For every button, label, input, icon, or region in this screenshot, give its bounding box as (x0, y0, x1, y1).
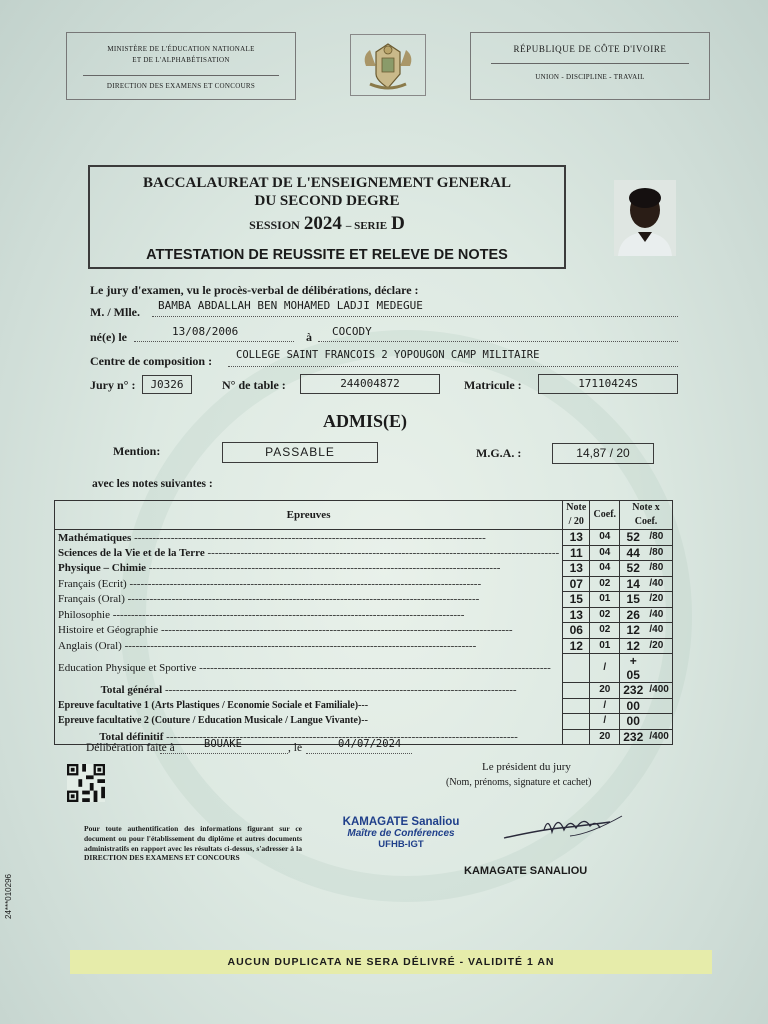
ministry-box (66, 32, 296, 100)
ministry-line-2: ET DE L'ALPHABÉTISATION (132, 56, 230, 64)
coef-cell: / (590, 698, 620, 714)
president-name: KAMAGATE SANALIOU (464, 865, 588, 877)
coef-cell: 04 (590, 530, 620, 546)
birth-date: 13/08/2006 (172, 325, 239, 338)
note-cell (563, 698, 590, 714)
note-cell: 07 (563, 576, 590, 592)
centre-line (228, 366, 678, 367)
max-cell (646, 698, 672, 714)
max-cell: /400 (646, 683, 672, 699)
note-coef-cell: 232 (620, 683, 647, 699)
footer-band (70, 950, 712, 974)
grade-row (55, 561, 673, 577)
note-coef-cell: 52 (620, 561, 647, 577)
qr-code-icon[interactable] (66, 764, 106, 802)
subject-cell (55, 607, 563, 623)
max-cell (646, 654, 672, 683)
deliberation-date-label: , le (288, 742, 303, 754)
coef-cell: 04 (590, 545, 620, 561)
subject-cell (55, 576, 563, 592)
subject-name: Mathématiques ----- (58, 532, 486, 544)
note-coef-cell: 14 (620, 576, 647, 592)
note-cell: 11 (563, 545, 590, 561)
title-box (88, 165, 566, 269)
jury-intro: Le jury d'examen, vu le procès-verbal de délibérations, déclare : (90, 283, 419, 297)
note-coef-cell: + 05 (620, 654, 647, 683)
coef-cell: / (590, 654, 620, 683)
note-cell: 13 (563, 607, 590, 623)
header-note-coef: Note x Coef. (620, 501, 673, 530)
coef-cell: 02 (590, 607, 620, 623)
stamp-line-1: KAMAGATE Sanaliou (342, 816, 460, 828)
note-cell (563, 714, 590, 730)
ministry-line-3: DIRECTION DES EXAMENS ET CONCOURS (106, 82, 256, 90)
grade-row (55, 592, 673, 608)
note-cell: 13 (563, 530, 590, 546)
photo-avatar (614, 180, 676, 256)
subject-cell (55, 530, 563, 546)
session-label: SESSION (249, 218, 300, 232)
total-general-label-cell (55, 683, 563, 699)
birthdate-line (134, 341, 294, 342)
max-cell: /20 (646, 592, 672, 608)
session-year: 2024 (303, 213, 342, 234)
ministry-divider (83, 75, 279, 76)
president-subtitle: (Nom, prénoms, signature et cachet) (446, 777, 592, 788)
note-coef-cell: 12 (620, 623, 647, 639)
max-cell: /80 (646, 545, 672, 561)
coat-of-arms-icon (352, 36, 424, 94)
table-label: N° de table : (222, 378, 286, 392)
subject-name: Anglais (Oral) ----- (58, 640, 476, 652)
grades-header-row (55, 501, 673, 530)
note-coef-cell: 44 (620, 545, 647, 561)
note-coef-cell: 00 (620, 698, 647, 714)
republic-divider (491, 63, 689, 64)
grades-table (54, 500, 673, 745)
mention-label: Mention: (113, 444, 161, 458)
republic-box (470, 32, 710, 100)
note-cell (563, 683, 590, 699)
coef-cell: 20 (590, 729, 620, 745)
title-line-4: ATTESTATION DE REUSSITE ET RELEVE DE NOTES (146, 247, 508, 263)
note-cell: 12 (563, 638, 590, 654)
table-value: 244004872 (340, 377, 400, 390)
ministry-line-1: MINISTÈRE DE L'ÉDUCATION NATIONALE (107, 45, 255, 53)
centre-value: COLLEGE SAINT FRANCOIS 2 YOPOUGON CAMP MILITAIRE (236, 349, 540, 361)
subject-cell (55, 623, 563, 639)
note-coef-cell: 232 (620, 729, 647, 745)
republic-title: RÉPUBLIQUE DE CÔTE D'IVOIRE (513, 44, 667, 54)
header-coef: Coef. (590, 501, 620, 530)
note-cell: 06 (563, 623, 590, 639)
coef-cell: 01 (590, 592, 620, 608)
grade-row (55, 654, 673, 683)
grade-row (55, 623, 673, 639)
coef-cell: 01 (590, 638, 620, 654)
subject-name: Français (Oral) ----- (58, 593, 479, 605)
deliberation-place: BOUAKE (204, 738, 242, 750)
mga-box (552, 443, 654, 464)
person-photo-icon (614, 180, 676, 256)
birthplace-line (318, 341, 678, 342)
born-label: né(e) le (90, 330, 127, 344)
note-coef-cell: 15 (620, 592, 647, 608)
total-definitif-label: Total définitif ----- (99, 731, 517, 743)
max-cell (646, 714, 672, 730)
coef-cell: 04 (590, 561, 620, 577)
serial-number: 24***010296 (3, 874, 13, 919)
subject-cell (55, 592, 563, 608)
max-cell: /40 (646, 607, 672, 623)
note-cell (563, 654, 590, 683)
note-cell (563, 729, 590, 745)
jury-label: Jury n° : (90, 378, 136, 392)
footer-text: AUCUN DUPLICATA NE SERA DÉLIVRÉ - VALIDITÉ 1 AN (227, 956, 555, 968)
name-line (152, 316, 678, 317)
note-coef-cell: 52 (620, 530, 647, 546)
candidate-name: BAMBA ABDALLAH BEN MOHAMED LADJI MEDEGUE (158, 299, 423, 312)
subject-cell (55, 638, 563, 654)
note-coef-cell: 12 (620, 638, 647, 654)
total-general-label: Total général ----- (101, 684, 517, 696)
serie-value: D (391, 213, 405, 234)
grade-row (55, 530, 673, 546)
subject-name: Histoire et Géographie ----- (58, 624, 513, 636)
header-epreuves: Epreuves (55, 501, 563, 530)
max-cell: /400 (646, 729, 672, 745)
subject-cell (55, 654, 563, 683)
notes-intro: avec les notes suivantes : (92, 478, 213, 490)
max-cell: /40 (646, 576, 672, 592)
grade-row (55, 607, 673, 623)
centre-label: Centre de composition : (90, 354, 213, 368)
max-cell: /80 (646, 561, 672, 577)
deliberation-place-line (160, 753, 288, 754)
stamp-line-2: Maître de Conférences (347, 828, 455, 839)
subject-name: Physique – Chimie ----- (58, 562, 500, 574)
subject-name: Sciences de la Vie et de la Terre ----- (58, 547, 559, 559)
grade-row (55, 576, 673, 592)
mention-box (222, 442, 378, 463)
note-cell: 13 (563, 561, 590, 577)
matricule-value: 17110424S (578, 377, 638, 390)
stamp-line-3: UFHB-IGT (378, 839, 424, 850)
note-cell: 15 (563, 592, 590, 608)
serie-label: – SERIE (345, 220, 388, 232)
coef-cell: / (590, 714, 620, 730)
jury-box (142, 375, 192, 394)
title-line-1: BACCALAUREAT DE L'ENSEIGNEMENT GENERAL (143, 175, 511, 191)
subject-name: Philosophie ----- (58, 609, 464, 621)
coef-cell: 02 (590, 623, 620, 639)
name-label: M. / Mlle. (90, 305, 140, 319)
deliberation-date-line (306, 753, 412, 754)
coef-cell: 02 (590, 576, 620, 592)
president-title: Le président du jury (482, 761, 571, 773)
grade-row (55, 638, 673, 654)
matricule-label: Matricule : (464, 378, 522, 392)
max-cell: /80 (646, 530, 672, 546)
header-note: Note / 20 (563, 501, 590, 530)
at-label: à (306, 330, 312, 344)
matricule-box (538, 374, 678, 394)
signature-icon (500, 808, 630, 848)
jury-value: J0326 (150, 378, 184, 391)
session-line (90, 213, 564, 235)
subject-name: Français (Ecrit) ----- (58, 578, 481, 590)
coef-cell: 20 (590, 683, 620, 699)
president-stamp (328, 816, 474, 850)
republic-motto: UNION - DISCIPLINE - TRAVAIL (535, 73, 645, 81)
mention-value: PASSABLE (265, 445, 335, 459)
note-coef-cell: 26 (620, 607, 647, 623)
total-general-row (55, 683, 673, 699)
title-line-2: DU SECOND DEGRE (254, 193, 400, 209)
fac2-label: Epreuve facultative 2 (Couture / Education Musicale / Langue Vivante)-- (55, 714, 563, 730)
authentication-note: Pour toute authentification des informations figurant sur ce document ou pour l'établissement du diplôme et autres documents administratifs en rapport avec les résultats ci-dessus, s'adresser à la DIRECTION DES EXAMENS ET CONCOURS (84, 824, 302, 863)
subject-cell (55, 545, 563, 561)
admis-status: ADMIS(E) (323, 411, 407, 431)
fac1-row (55, 698, 673, 714)
subject-cell (55, 561, 563, 577)
subject-name: Education Physique et Sportive ----- (58, 662, 551, 674)
table-box (300, 374, 440, 394)
mga-label: M.G.A. : (476, 446, 522, 460)
max-cell: /20 (646, 638, 672, 654)
coat-of-arms-box (350, 34, 426, 96)
deliberation-date: 04/07/2024 (338, 738, 402, 750)
max-cell: /40 (646, 623, 672, 639)
grade-row (55, 545, 673, 561)
mga-value: 14,87 / 20 (576, 446, 630, 460)
fac1-label: Epreuve facultative 1 (Arts Plastiques / Economie Sociale et Familiale)--- (55, 698, 563, 714)
deliberation-label: Délibération faite à (86, 742, 175, 754)
fac2-row (55, 714, 673, 730)
birth-place: COCODY (332, 325, 372, 338)
note-coef-cell: 00 (620, 714, 647, 730)
